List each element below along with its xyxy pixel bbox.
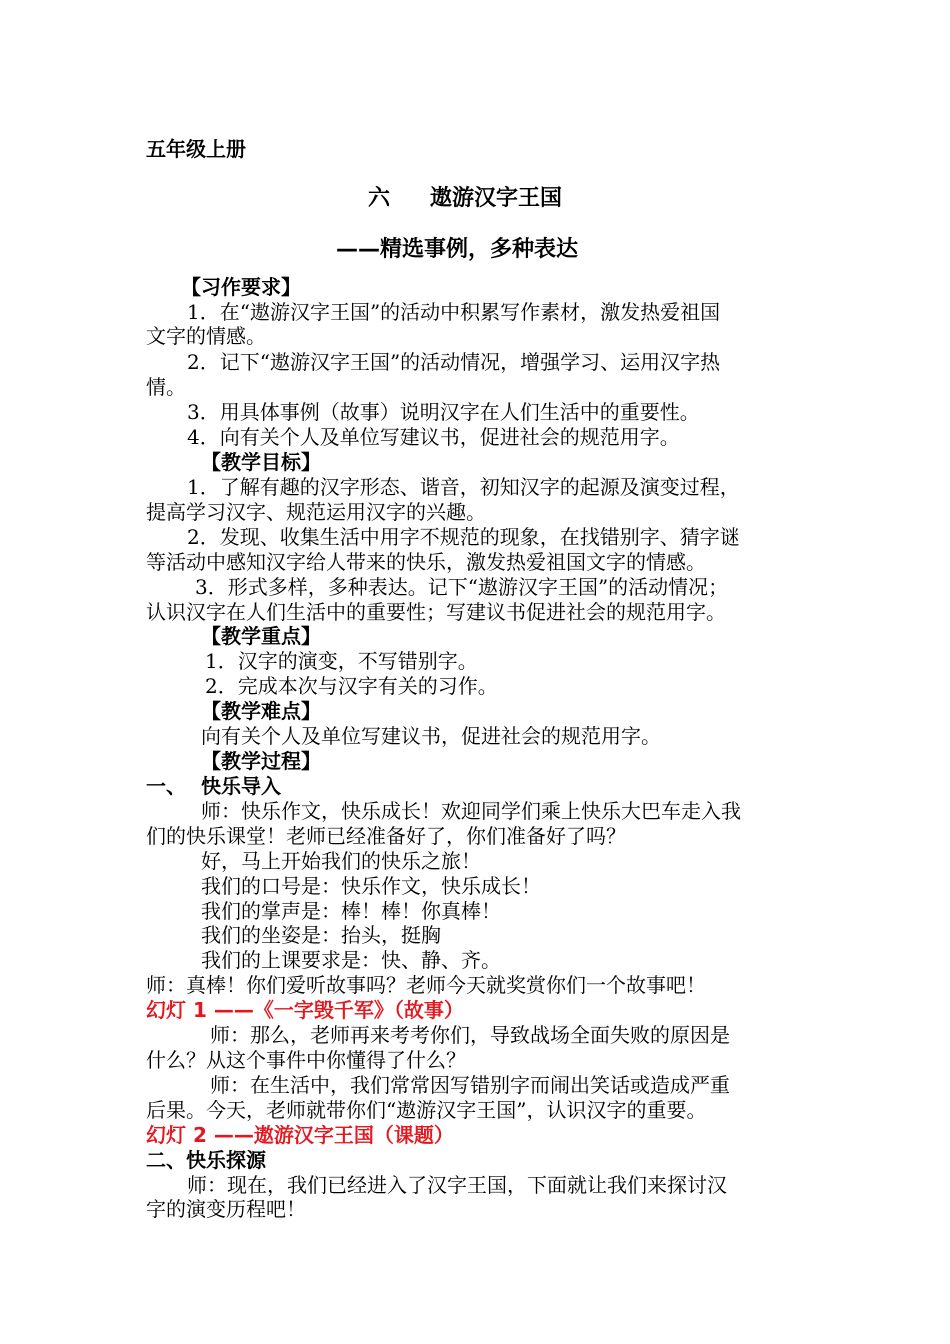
- difficulties-heading: 【教学难点】: [201, 699, 321, 723]
- process-line: 后果。今天，老师就带你们“遨游汉字王国”，认识汉字的重要。: [146, 1098, 707, 1122]
- slide-1-label: 幻灯 1 ——《一字毁千军》（故事）: [146, 998, 464, 1022]
- teaching-goal-line: 等活动中感知汉字给人带来的快乐，激发热爱祖国文字的情感。: [146, 550, 706, 574]
- process-line: 我们的掌声是：棒！棒！你真棒！: [201, 899, 501, 923]
- difficulties-text: 向有关个人及单位写建议书，促进社会的规范用字。: [201, 724, 661, 748]
- teaching-goal-line: 3．形式多样，多种表达。记下“遨游汉字王国”的活动情况；: [195, 575, 729, 599]
- writing-requirement-line: 情。: [146, 375, 186, 399]
- process-line: 师：真棒！你们爱听故事吗？老师今天就奖赏你们一个故事吧！: [146, 973, 706, 997]
- writing-requirement-line: 4．向有关个人及单位写建议书，促进社会的规范用字。: [187, 425, 680, 449]
- writing-requirement-line: 2．记下“遨游汉字王国”的活动情况，增强学习、运用汉字热: [187, 350, 721, 374]
- process-line: 什么？从这个事件中你懂得了什么？: [146, 1048, 466, 1072]
- process-line: 我们的坐姿是：抬头，挺胸: [201, 923, 441, 947]
- process-line: 我们的上课要求是：快、静、齐。: [201, 948, 501, 972]
- lesson-subtitle: ——精选事例，多种表达: [336, 237, 579, 262]
- writing-requirement-line: 文字的情感。: [146, 324, 266, 348]
- process-line: 字的演变历程吧！: [146, 1197, 306, 1221]
- section-1-title: 快乐导入: [201, 774, 281, 798]
- teaching-goals-heading: 【教学目标】: [201, 450, 321, 474]
- section-2-title: 二、快乐探源: [146, 1148, 266, 1172]
- key-points-heading: 【教学重点】: [201, 624, 321, 648]
- writing-requirement-line: 3．用具体事例（故事）说明汉字在人们生活中的重要性。: [187, 400, 700, 424]
- lesson-title: 遨游汉字王国: [430, 186, 563, 211]
- process-line: 们的快乐课堂！老师已经准备好了，你们准备好了吗？: [146, 824, 626, 848]
- process-line: 好，马上开始我们的快乐之旅！: [201, 849, 481, 873]
- process-line: 我们的口号是：快乐作文，快乐成长！: [201, 874, 541, 898]
- lesson-number: 六: [368, 186, 391, 211]
- process-line: 师：那么，老师再来考考你们，导致战场全面失败的原因是: [210, 1023, 730, 1047]
- process-line: 师：快乐作文，快乐成长！欢迎同学们乘上快乐大巴车走入我: [201, 799, 741, 823]
- section-1-number: 一、: [146, 774, 186, 798]
- key-point-line: 2．完成本次与汉字有关的习作。: [205, 674, 498, 698]
- slide-2-label: 幻灯 2 ——遨游汉字王国（课题）: [146, 1123, 454, 1147]
- key-point-line: 1．汉字的演变，不写错别字。: [205, 649, 478, 673]
- writing-requirements-heading: 【习作要求】: [181, 275, 301, 299]
- process-line: 师：在生活中，我们常常因写错别字而闹出笑话或造成严重: [210, 1073, 730, 1097]
- writing-requirement-line: 1．在“遨游汉字王国”的活动中积累写作素材，激发热爱祖国: [187, 300, 721, 324]
- process-line: 师：现在，我们已经进入了汉字王国，下面就让我们来探讨汉: [187, 1173, 727, 1197]
- teaching-goal-line: 1．了解有趣的汉字形态、谐音，初知汉字的起源及演变过程，: [187, 475, 740, 499]
- process-heading: 【教学过程】: [201, 749, 321, 773]
- teaching-goal-line: 提高学习汉字、规范运用汉字的兴趣。: [146, 500, 486, 524]
- teaching-goal-line: 2．发现、收集生活中用字不规范的现象，在找错别字、猜字谜: [187, 525, 740, 549]
- teaching-goal-line: 认识汉字在人们生活中的重要性；写建议书促进社会的规范用字。: [146, 600, 726, 624]
- grade-label: 五年级上册: [146, 137, 246, 161]
